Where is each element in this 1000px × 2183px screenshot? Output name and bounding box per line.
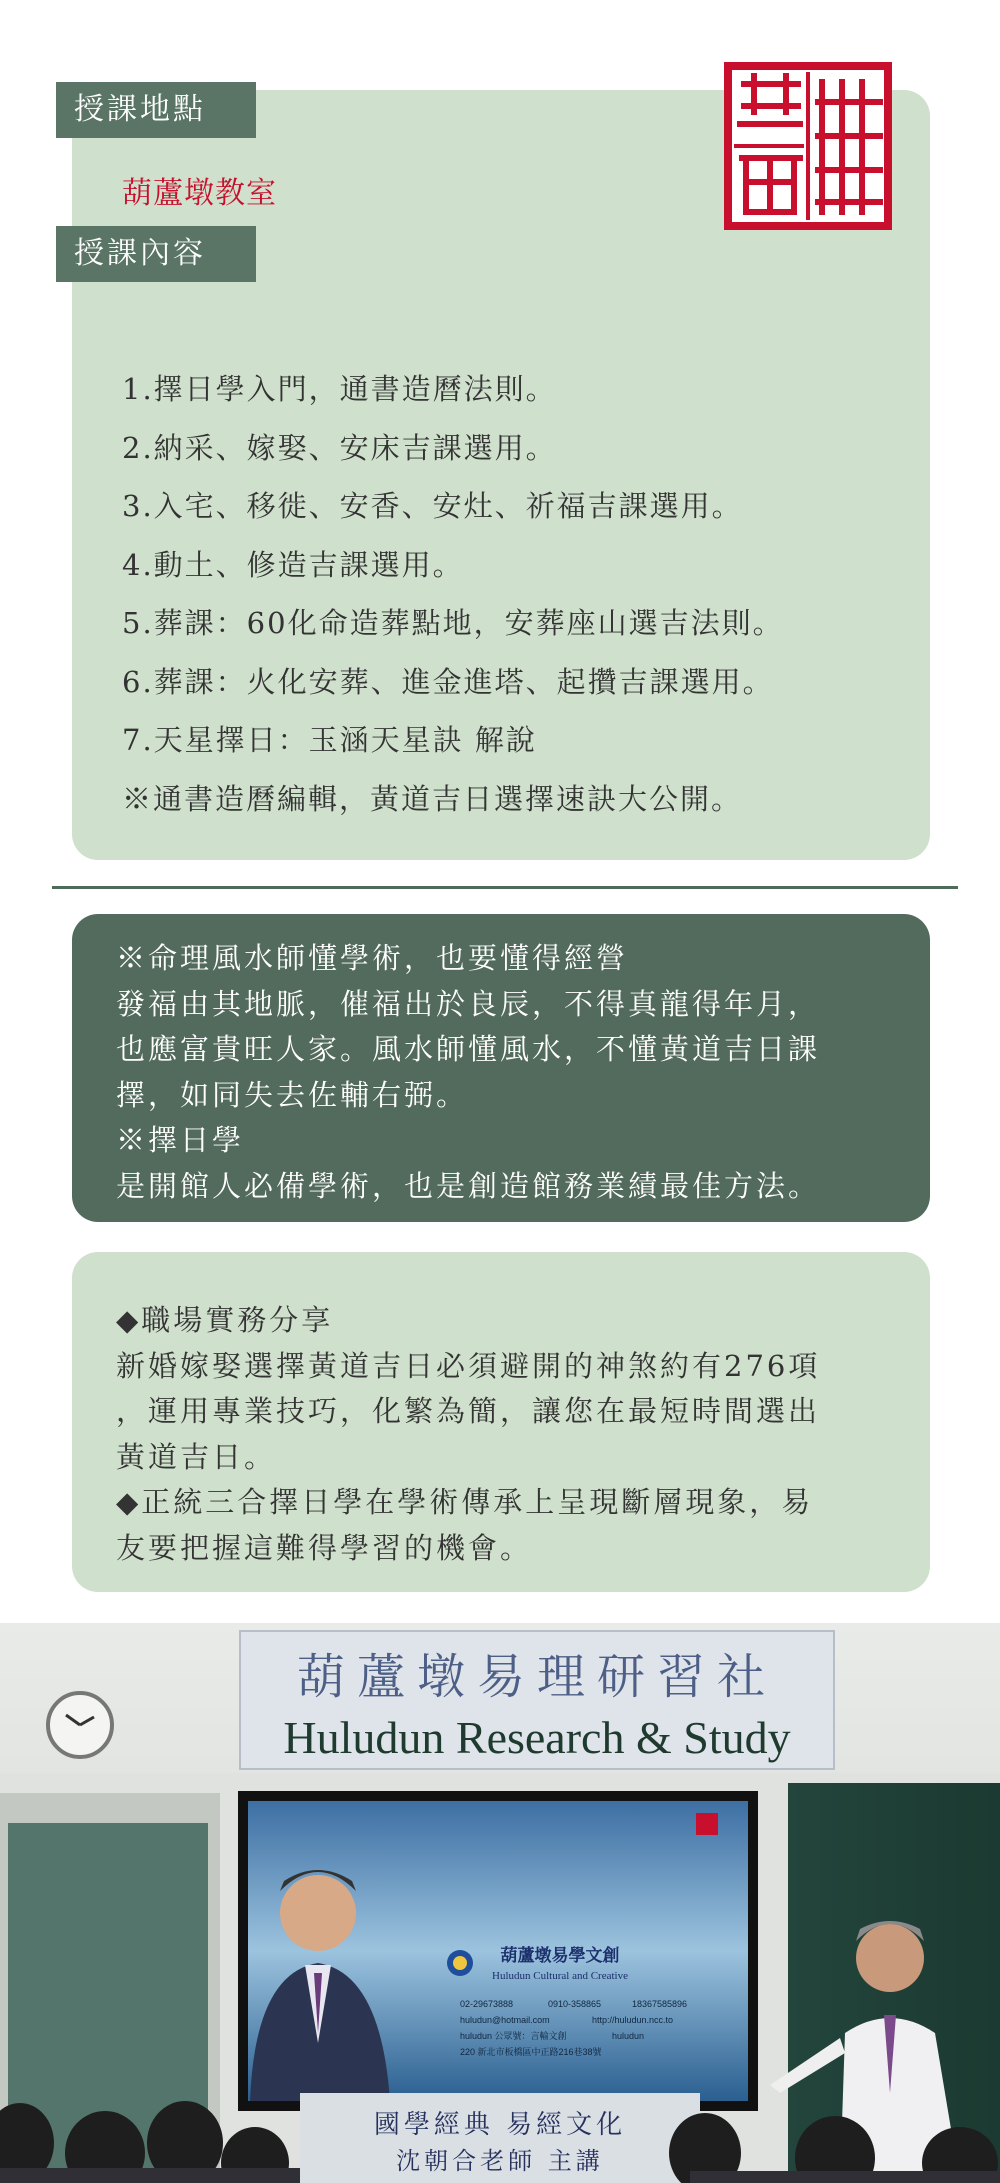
podium-line1: 國學經典 易經文化 <box>373 2110 627 2140</box>
screen-web: http://huludun.ncc.to <box>592 2015 674 2025</box>
text-line: ◆職場實務分享 <box>116 1303 334 1337</box>
list-item: 4.動土、修造吉課選用。 <box>122 547 464 582</box>
location-label: 授課地點 <box>56 82 256 138</box>
screen-phone3: 18367585896 <box>632 1999 688 2009</box>
screen-phone2: 0910-358865 <box>548 1999 602 2009</box>
list-item: 5.葬課：60化命造葬點地，安葬座山選吉法則。 <box>122 606 784 640</box>
screen-address: 220 新北市板橋區中正路216巷38號 <box>460 2047 602 2057</box>
text-line: ，運用專業技巧，化繁為簡，讓您在最短時間選出 <box>116 1394 821 1428</box>
text-line: 也應富貴旺人家。風水師懂風水，不懂黃道吉日課 <box>116 1032 821 1066</box>
practice-share-card <box>72 1252 930 1592</box>
podium-line2: 沈朝合老師 主講 <box>396 2147 604 2175</box>
text-line: 擇，如同失去佐輔右弼。 <box>116 1077 469 1112</box>
list-item: 7.天星擇日：玉涵天星訣 解說 <box>122 723 537 757</box>
fengshui-note-text <box>116 936 820 1209</box>
list-item: ※通書造曆編輯，黃道吉日選擇速訣大公開。 <box>122 781 743 816</box>
list-item: 6.葬課：火化安葬、進金進塔、起攢吉課選用。 <box>122 664 774 699</box>
text-line: 是開館人必備學術，也是創造館務業績最佳方法。 <box>116 1168 821 1203</box>
text-line: 友要把握這難得學習的機會。 <box>116 1530 533 1565</box>
screen-title-en: Huludun Cultural and Creative <box>492 1970 628 1982</box>
banner-chinese: 葫蘆墩易理研習社 <box>296 1649 778 1705</box>
classroom-photo <box>0 1623 1000 2183</box>
text-line: ※命理風水師懂學術，也要懂得經營 <box>116 941 629 975</box>
fengshui-note-card <box>72 914 930 1222</box>
screen-title-cn: 葫蘆墩易學文創 <box>500 1946 620 1966</box>
list-item: 2.納采、嫁娶、安床吉課選用。 <box>122 430 557 465</box>
banner-english: Huludun Research & Study <box>283 1712 791 1763</box>
text-line: 新婚嫁娶選擇黃道吉日必須避開的神煞約有276項 <box>116 1348 821 1383</box>
screen-skype: huludun <box>612 2031 645 2041</box>
text-line: 發福由其地脈，催福出於良辰，不得真龍得年月， <box>116 986 821 1021</box>
course-content-list <box>122 360 784 828</box>
list-item: 1.擇日學入門，通書造曆法則。 <box>122 372 557 406</box>
screen-line: huludun 公眾號：言輸文創 <box>460 2031 567 2041</box>
seal-stamp-logo <box>724 62 892 230</box>
text-line: ◆正統三合擇日學在學術傳承上呈現斷層現象，易 <box>116 1485 814 1519</box>
section-divider <box>52 886 958 889</box>
screen-email: huludun@hotmail.com <box>460 2015 550 2025</box>
location-value: 葫蘆墩教室 <box>122 176 277 211</box>
content-label: 授課內容 <box>56 226 256 282</box>
text-line: ※擇日學 <box>116 1123 245 1157</box>
classroom-illustration <box>0 1623 1000 2183</box>
practice-share-text <box>116 1298 820 1571</box>
screen-phone1: 02-29673888 <box>460 1999 514 2009</box>
text-line: 黃道吉日。 <box>116 1439 277 1474</box>
list-item: 3.入宅、移徙、安香、安灶、祈福吉課選用。 <box>122 489 743 523</box>
